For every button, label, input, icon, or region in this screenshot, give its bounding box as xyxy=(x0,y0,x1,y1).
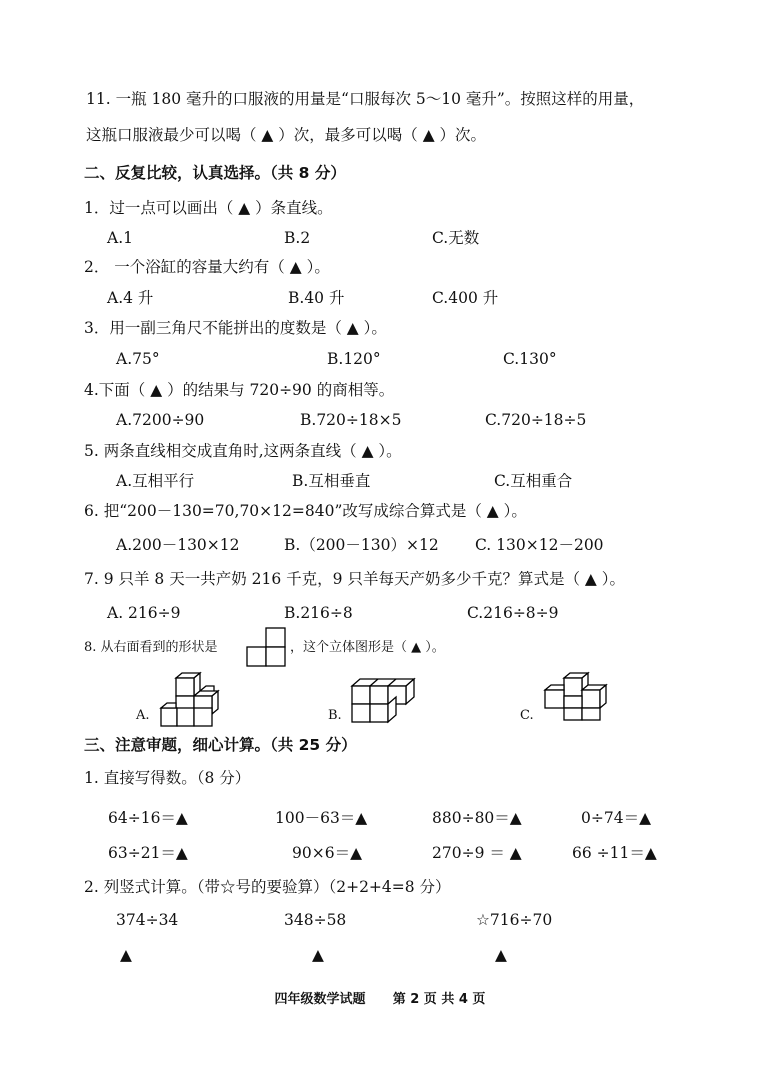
right-view-figure xyxy=(246,627,286,667)
q2-1-option-c: C.无数 xyxy=(432,229,480,247)
q2-8-stem-after: ，这个立体图形是（ ▲ ）。 xyxy=(290,640,445,655)
solid-figure-b xyxy=(351,678,421,724)
q2-1-option-a: A.1 xyxy=(107,229,133,247)
mental-calc-5: 63÷21＝▲ xyxy=(108,844,188,862)
mental-calc-3: 880÷80＝▲ xyxy=(432,809,522,827)
mental-calc-8: 66 ÷11＝▲ xyxy=(572,844,657,862)
q2-7-option-c: C.216÷8÷9 xyxy=(467,604,559,622)
page-footer: 四年级数学试题 第 2 页 共 4 页 xyxy=(274,992,486,1007)
q2-5-option-c: C.互相重合 xyxy=(494,472,573,490)
q2-5-stem: 5. 两条直线相交成直角时,这两条直线（ ▲ ）。 xyxy=(84,442,402,460)
q2-3-option-b: B.120° xyxy=(327,350,381,368)
mental-calc-2: 100－63＝▲ xyxy=(275,809,368,827)
q2-8-option-a: A. xyxy=(136,708,150,723)
q2-3-stem: 3．用一副三角尺不能拼出的度数是（ ▲ ）。 xyxy=(84,319,387,337)
q2-1-option-b: B.2 xyxy=(284,229,311,247)
q2-7-stem: 7. 9 只羊 8 天一共产奶 216 千克，9 只羊每天产奶多少千克？算式是（ ▲ ）。 xyxy=(84,570,625,588)
q2-6-option-a: A.200－130×12 xyxy=(116,536,240,554)
mental-calc-4: 0÷74＝▲ xyxy=(581,809,651,827)
q2-6-option-b: B.（200－130）×12 xyxy=(284,536,439,554)
q2-2-stem: 2． 一个浴缸的容量大约有（ ▲ ）。 xyxy=(84,258,330,276)
q2-4-option-c: C.720÷18÷5 xyxy=(485,411,587,429)
q2-2-option-b: B.40 升 xyxy=(288,289,345,307)
q2-2-option-a: A.4 升 xyxy=(107,289,154,307)
q11-line1: 11. 一瓶 180 毫升的口服液的用量是“口服每次 5～10 毫升”。按照这样的用量， xyxy=(86,90,645,108)
q2-5-option-a: A.互相平行 xyxy=(116,472,195,490)
calc-sub1-title: 1. 直接写得数。（8 分） xyxy=(84,769,251,787)
section2-heading: 二、反复比较，认真选择。（共 8 分） xyxy=(84,164,346,182)
vertical-calc-2: 348÷58 xyxy=(284,911,347,929)
vertical-calc-1: 374÷34 xyxy=(116,911,179,929)
calc-sub2-title: 2. 列竖式计算。（带☆号的要验算）（2+2+4=8 分） xyxy=(84,878,451,896)
answer-placeholder-1: ▲ xyxy=(120,946,132,964)
q2-6-option-c: C. 130×12－200 xyxy=(475,536,604,554)
q2-3-option-c: C.130° xyxy=(503,350,557,368)
mental-calc-7: 270÷9 ＝ ▲ xyxy=(432,844,522,862)
q2-8-stem-before: 8. 从右面看到的形状是 xyxy=(84,640,218,655)
q2-2-option-c: C.400 升 xyxy=(432,289,499,307)
section3-heading: 三、注意审题，细心计算。（共 25 分） xyxy=(84,736,357,754)
q2-6-stem: 6. 把“200－130=70,70×12=840”改写成综合算式是（ ▲ ）。 xyxy=(84,502,527,520)
q2-7-option-b: B.216÷8 xyxy=(284,604,353,622)
q2-8-option-b: B. xyxy=(328,708,342,723)
q2-1-stem: 1．过一点可以画出（ ▲ ）条直线。 xyxy=(84,199,333,217)
mental-calc-6: 90×6＝▲ xyxy=(292,844,362,862)
answer-placeholder-2: ▲ xyxy=(312,946,324,964)
solid-figure-a xyxy=(160,672,220,728)
q2-4-stem: 4.下面（ ▲ ）的结果与 720÷90 的商相等。 xyxy=(84,381,395,399)
mental-calc-1: 64÷16＝▲ xyxy=(108,809,188,827)
q2-8-option-c: C. xyxy=(520,708,534,723)
q2-4-option-b: B.720÷18×5 xyxy=(300,411,402,429)
q11-line2: 这瓶口服液最少可以喝（ ▲ ）次，最多可以喝（ ▲ ）次。 xyxy=(86,126,487,144)
solid-figure-c xyxy=(544,672,610,722)
answer-placeholder-3: ▲ xyxy=(495,946,507,964)
q2-4-option-a: A.7200÷90 xyxy=(116,411,205,429)
q2-5-option-b: B.互相垂直 xyxy=(292,472,371,490)
vertical-calc-3: ☆716÷70 xyxy=(476,911,553,929)
q2-7-option-a: A. 216÷9 xyxy=(107,604,181,622)
q2-3-option-a: A.75° xyxy=(116,350,160,368)
